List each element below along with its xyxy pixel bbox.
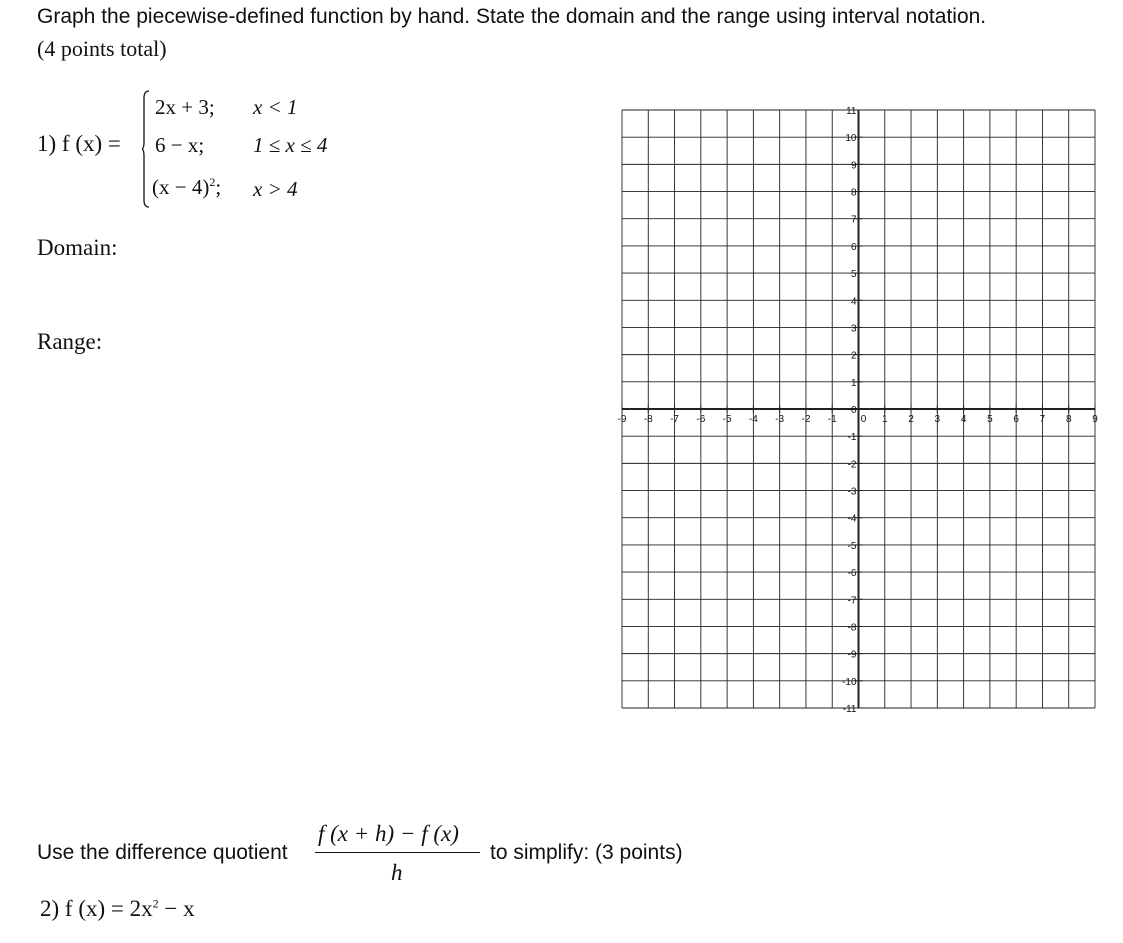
domain-label: Domain: bbox=[37, 235, 118, 260]
problem2-function: 2) f $(x) = 2x^2 - x$ bbox=[40, 896, 195, 921]
y-tick-label: 10 bbox=[845, 133, 857, 145]
dq-numerator: f (x + h) − f (x) bbox=[318, 821, 459, 846]
y-tick-label: 1 bbox=[850, 377, 857, 389]
x-tick-label: -2 bbox=[801, 414, 811, 425]
case-1-condition: x < 1 bbox=[253, 95, 298, 119]
x-tick-label: -1 bbox=[827, 414, 837, 425]
y-tick-label: 4 bbox=[850, 296, 857, 308]
x-tick-label: 1 bbox=[881, 414, 888, 425]
fraction-bar bbox=[315, 852, 480, 853]
x-tick-label: -3 bbox=[775, 414, 785, 425]
x-tick-label: 7 bbox=[1039, 414, 1046, 425]
y-tick-label: 5 bbox=[850, 269, 857, 281]
x-tick-label: -7 bbox=[670, 414, 680, 425]
y-tick-label: 9 bbox=[850, 160, 857, 172]
problem1-label: 1) f (x) = bbox=[37, 131, 121, 156]
y-tick-label: 0 bbox=[850, 405, 857, 416]
x-tick-label: 8 bbox=[1065, 414, 1072, 425]
y-tick-label: -2 bbox=[847, 459, 857, 471]
x-tick-label: -8 bbox=[643, 414, 653, 425]
y-tick-label: -11 bbox=[842, 704, 857, 715]
case-3-condition: x > 4 bbox=[253, 177, 298, 201]
x-tick-label: -9 bbox=[617, 414, 627, 425]
y-tick-label: -4 bbox=[847, 513, 857, 525]
y-tick-label: -6 bbox=[847, 568, 857, 580]
x-tick-label: 5 bbox=[987, 414, 993, 425]
y-tick-label: -8 bbox=[847, 622, 857, 634]
dq-instruction-tail: to simplify: (3 points) bbox=[490, 841, 683, 864]
y-tick-label: 2 bbox=[850, 350, 857, 362]
x-tick-label: -6 bbox=[696, 414, 706, 425]
x-tick-label: 6 bbox=[1013, 414, 1019, 425]
dq-denominator: h bbox=[391, 860, 403, 885]
case-2-expression: 6 − x; bbox=[155, 133, 205, 157]
y-tick-label: -9 bbox=[847, 649, 857, 661]
x-tick-label: 4 bbox=[960, 414, 967, 425]
y-tick-label: 11 bbox=[846, 106, 857, 117]
y-tick-label: -5 bbox=[847, 540, 857, 552]
range-label: Range: bbox=[37, 329, 103, 354]
x-tick-label: 0 bbox=[860, 414, 867, 425]
y-tick-label: -7 bbox=[847, 595, 857, 607]
case-3-expression: $(x - 4)^2$; bbox=[152, 175, 222, 199]
case-1-expression: 2x + 3; bbox=[155, 95, 215, 119]
y-tick-label: 8 bbox=[850, 187, 857, 199]
y-tick-label: -1 bbox=[847, 432, 857, 444]
x-tick-label: 9 bbox=[1092, 414, 1098, 425]
case-2-condition: 1 ≤ x ≤ 4 bbox=[253, 133, 328, 157]
y-tick-label: 7 bbox=[850, 214, 857, 226]
x-tick-label: -5 bbox=[722, 414, 732, 425]
difference-quotient-intro: Use the difference quotient bbox=[37, 841, 288, 864]
y-tick-label: 6 bbox=[850, 241, 857, 253]
y-tick-label: 3 bbox=[850, 323, 857, 335]
y-tick-label: -3 bbox=[847, 486, 857, 498]
x-tick-label: 2 bbox=[908, 414, 914, 425]
y-tick-label: -10 bbox=[842, 676, 857, 688]
x-tick-label: -4 bbox=[748, 414, 758, 425]
x-tick-label: 3 bbox=[934, 414, 941, 425]
instructions-text: Graph the piecewise-defined function by hand. State the domain and the range using interval notation. bbox=[37, 5, 987, 28]
points-total: (4 points total) bbox=[37, 36, 167, 61]
